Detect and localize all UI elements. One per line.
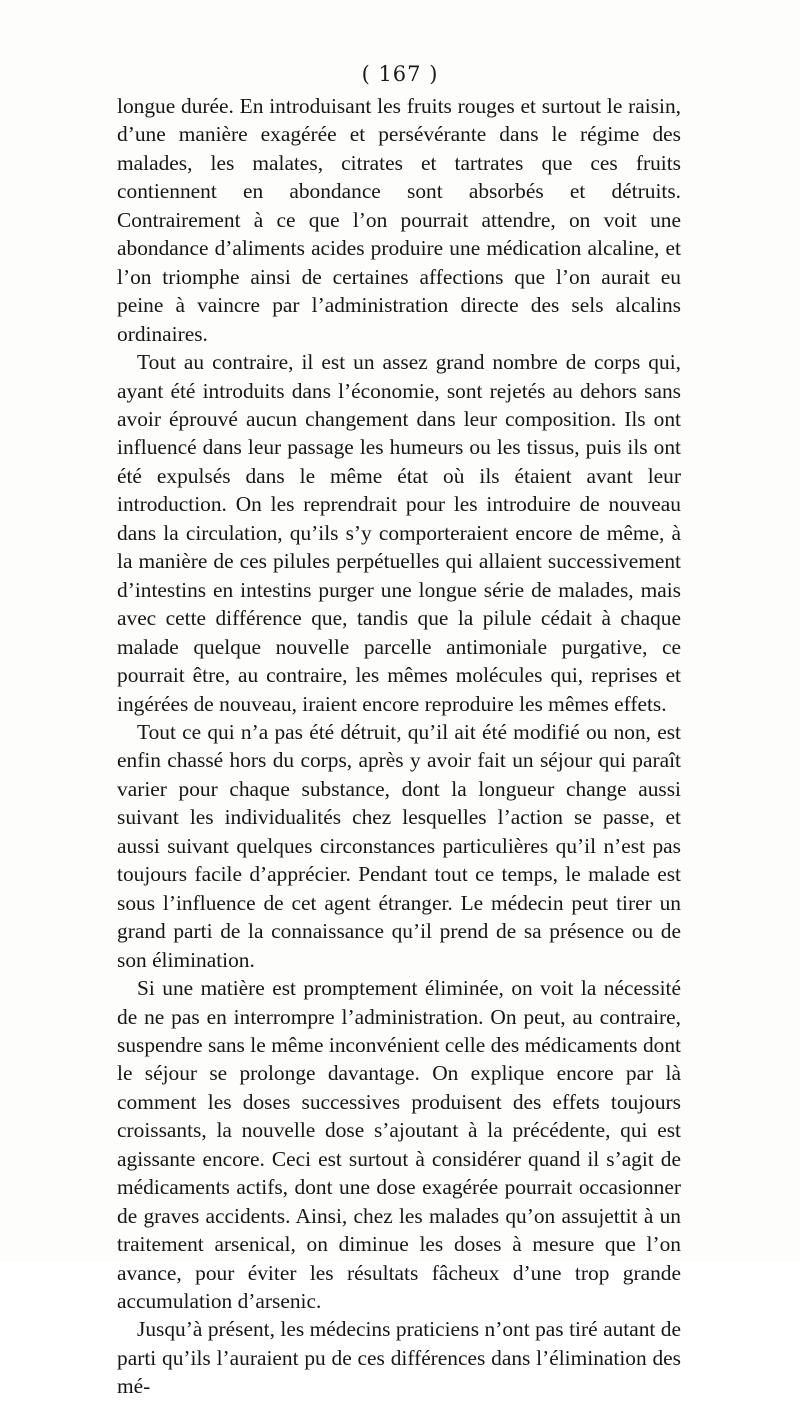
paragraph: Tout ce qui n’a pas été détruit, qu’il ait été modifié ou non, est enfin chassé hors du corps, après y avoir fait un séjour qui paraît varier pour chaque substance, dont la longueur change aussi suivant les individualités chez lesquelles l’action se passe, et aussi suivant quelques circonstances particulières qu’il n’est pas toujours facile d’apprécier. Pendant tout ce temps, le malade est sous l’influence de cet agent étranger. Le médecin peut tirer un grand parti de la connaissance qu’il prend de sa présence ou de son élimination. bbox=[117, 719, 681, 972]
paragraph: Si une matière est promptement éliminée, on voit la nécessité de ne pas en interrompre l’administration. On peut, au contraire, suspendre sans le même inconvénient celle des médicaments dont le séjour se prolonge davantage. On explique encore par là comment les doses successives produisent des effets toujours croissants, la nouvelle dose s’ajoutant à la précédente, qui est agissante encore. Ceci est surtout à considérer quand il s’agit de médicaments actifs, dont une dose exagérée pourrait occasionner de graves accidents. Ainsi, chez les malades qu’on assujettit à un traitement arsenical, on diminue les doses à mesure que l’on avance, pour éviter les résultats fâcheux d’une trop grande accumulation d’arsenic. bbox=[117, 976, 681, 1314]
paragraph: Jusqu’à présent, les médecins praticiens n’ont pas tiré autant de parti qu’ils l’auraient pu de ces différences dans l’élimination des mé- bbox=[117, 1317, 681, 1399]
page-number: ( 167 ) bbox=[361, 62, 439, 86]
body-text bbox=[117, 92, 681, 1401]
paragraph: Tout au contraire, il est un assez grand nombre de corps qui, ayant été introduits dans l’économie, sont rejetés au dehors sans avoir éprouvé aucun changement dans leur composition. Ils ont influencé dans leur passage les humeurs ou les tissus, puis ils ont été expulsés dans le même état où ils étaient avant leur introduction. On les reprendrait pour les introduire de nouveau dans la circulation, qu’ils s’y comporteraient encore de même, à la manière de ces pilules perpétuelles qui allaient successivement d’intestins en intestins purger une longue série de malades, mais avec cette différence que, tandis que la pilule cédait à chaque malade quelque nouvelle parcelle antimoniale purgative, ce pourrait être, au contraire, les mêmes molécules qui, reprises et ingérées de nouveau, iraient encore reproduire les mêmes effets. bbox=[117, 350, 681, 716]
paragraph: longue durée. En introduisant les fruits rouges et surtout le raisin, d’une manière exagérée et persévérante dans le régime des malades, les malates, citrates et tartrates que ces fruits contiennent en abondance sont absorbés et détruits. Contrairement à ce que l’on pourrait attendre, on voit une abondance d’aliments acides produire une médication alcaline, et l’on triomphe ainsi de certaines affections que l’on aurait eu peine à vaincre par l’administration directe des sels alcalins ordinaires. bbox=[117, 94, 681, 346]
